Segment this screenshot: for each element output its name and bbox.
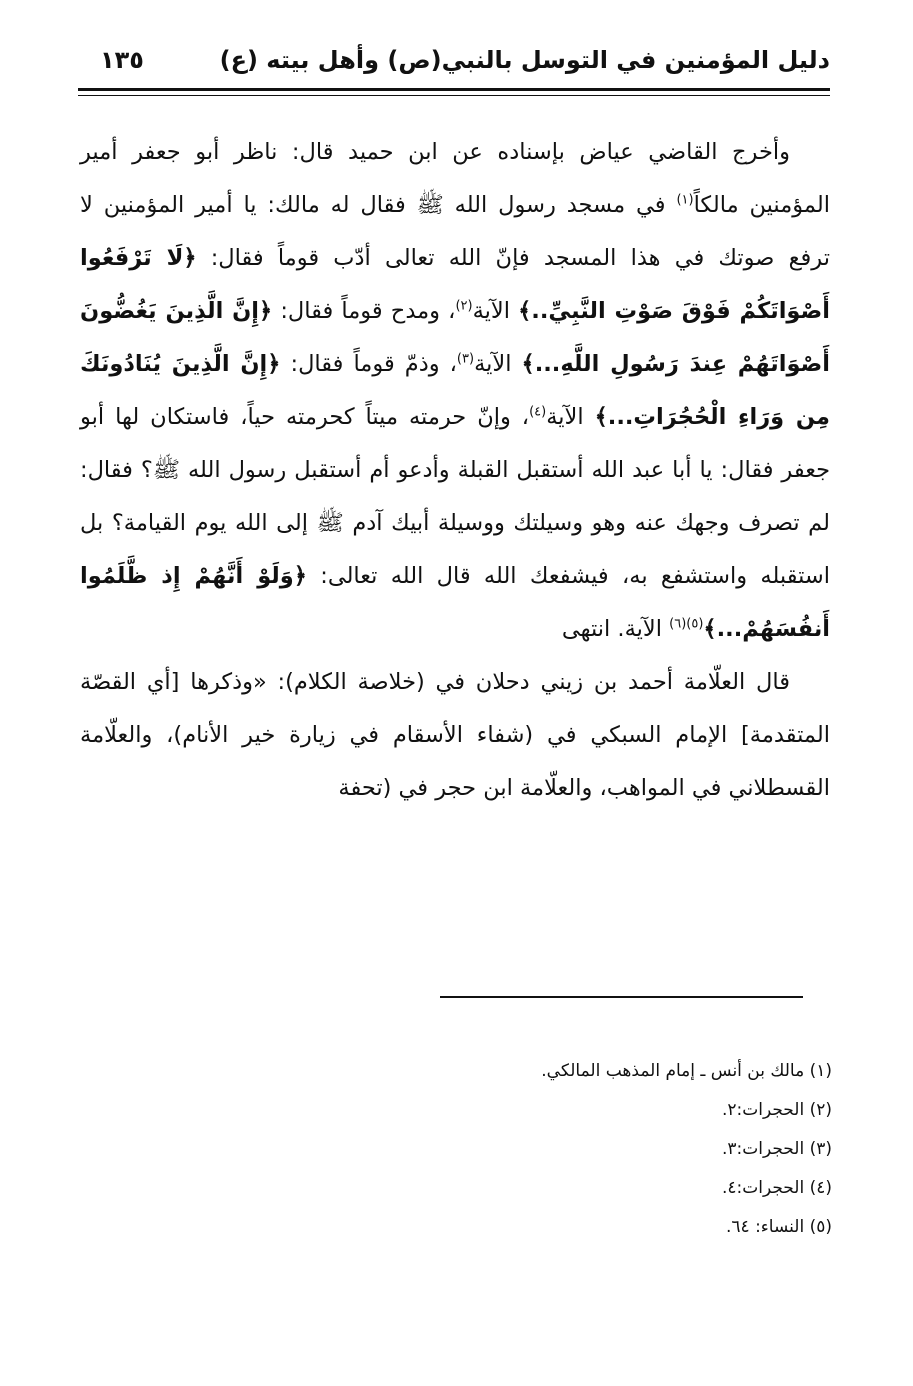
footnote-separator: [440, 996, 803, 998]
footnote-item: (٣) الحجرات:٣.: [721, 1139, 832, 1159]
text-run: الآية: [472, 298, 519, 324]
quran-verse-3: ﴿إِنَّ الَّذِينَ يُنَادُونَكَ مِن وَرَاءِ الْحُجُرَاتِ...﴾: [80, 351, 830, 430]
page-header: [78, 38, 830, 82]
footnote-ref-2: (٢): [455, 298, 473, 314]
text-run: ، وذمّ قوماً فقال:: [280, 351, 457, 377]
quran-verse-1: ﴿لَا تَرْفَعُوا أَصْوَاتَكُمْ فَوْقَ صَوْتِ النَّبِيِّ..﴾: [80, 245, 830, 324]
text-run: الآية. انتهى: [561, 616, 670, 642]
footnote-ref-4: (٤): [529, 404, 547, 420]
header-rule-thin: [78, 95, 830, 96]
footnote-ref-1: (١): [676, 192, 694, 208]
text-run: وأخرج القاضي عياض بإسناده عن ابن حميد قال: ناظر أبو جعفر أمير المؤمنين مالكاً: [80, 139, 830, 218]
footnote-item: (١) مالك بن أنس ـ إمام المذهب المالكي.: [541, 1061, 832, 1081]
footnote-item: (٢) الحجرات:٢.: [721, 1100, 832, 1120]
footnote-ref-5-6: (٥)(٦): [669, 616, 704, 632]
header-rule-thick: [78, 88, 830, 91]
text-run: الآية: [546, 404, 595, 430]
footnote-item: (٥) النساء: ٦٤.: [726, 1217, 832, 1237]
page-number: ١٣٥: [100, 46, 144, 74]
footnotes-list: [400, 1052, 832, 1247]
text-run: ، ومدح قوماً فقال:: [272, 298, 456, 324]
text-run: في مسجد رسول الله ﷺ فقال له مالك: يا أمير المؤمنين لا ترفع صوتك في هذا المسجد فإنّ الله تعالى أدّب قوماً فقال:: [80, 192, 830, 271]
main-text: [80, 126, 830, 815]
footnote-ref-3: (٣): [456, 351, 475, 367]
text-run: الآية: [474, 351, 522, 377]
quran-verse-4: ﴿وَلَوْ أَنَّهُمْ إِذ ظَّلَمُوا أَنفُسَهُمْ...﴾: [80, 563, 830, 642]
paragraph-1: [80, 126, 830, 656]
footnote-item: (٤) الحجرات:٤.: [721, 1178, 832, 1198]
quran-verse-2: ﴿إِنَّ الَّذِينَ يَغُضُّونَ أَصْوَاتَهُمْ عِندَ رَسُولِ اللَّهِ...﴾: [80, 298, 831, 377]
running-title: دليل المؤمنين في التوسل بالنبي(ص) وأهل بيته (ع): [219, 46, 830, 74]
text-run: ، وإنّ حرمته ميتاً كحرمته حياً، فاستكان لها أبو جعفر فقال: يا أبا عبد الله أستقبل القبلة وأدعو أم أستقبل رسول الله ﷺ؟ فقال: لم تصرف وجهك عنه وهو وسيلتك ووسيلة أبيك آدم ﷺ إلى الله يوم القيامة؟ بل استقبله واستشفع به، فيشفعك الله قال الله تعالى:: [80, 404, 830, 589]
paragraph-2: قال العلّامة أحمد بن زيني دحلان في (خلاصة الكلام): «وذكرها [أي القصّة المتقدمة] الإمام السبكي في (شفاء الأسقام في زيارة خير الأنام)، والعلّامة القسطلاني في المواهب، والعلّامة ابن حجر في (تحفة: [80, 669, 830, 801]
